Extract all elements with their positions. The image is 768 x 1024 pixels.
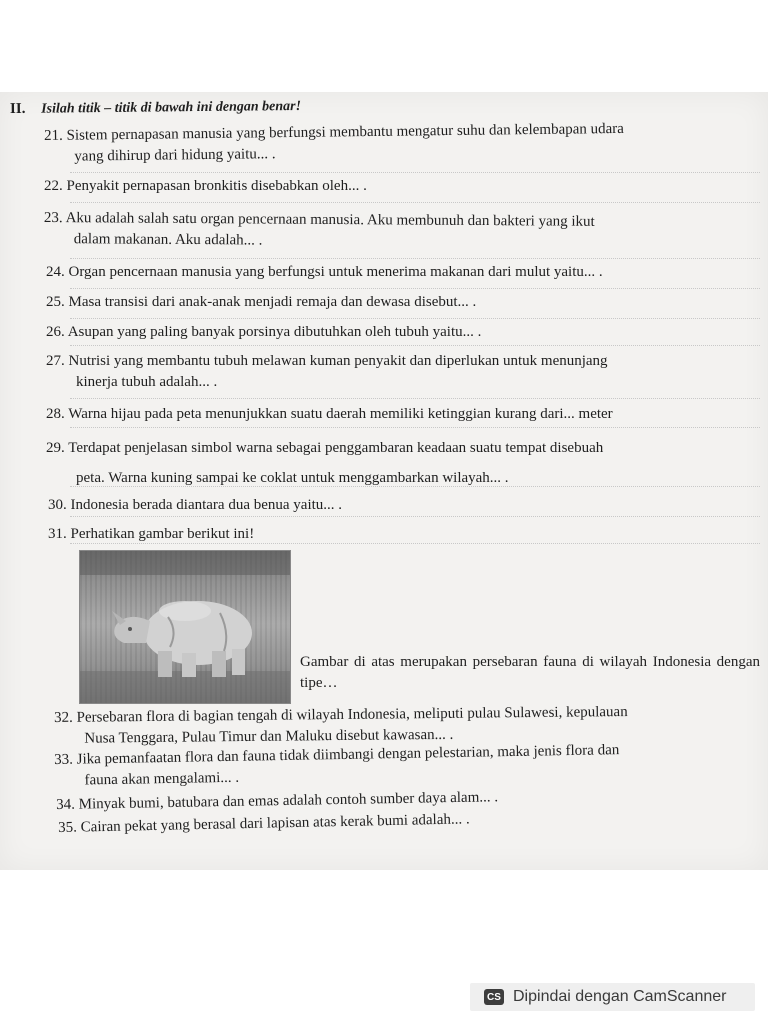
question-text: Persebaran flora di bagian tengah di wilayah Indonesia, meliputi pulau Sulawesi, kepulauan (76, 703, 628, 726)
question-number: 35. (58, 819, 78, 836)
question-number: 26. (46, 324, 65, 340)
divider (70, 258, 760, 259)
question-text-continued: Nusa Tenggara, Pulau Timur dan Maluku disebut kawasan... . (84, 726, 454, 747)
section-number: II. (9, 100, 26, 117)
question-text: Asupan yang paling banyak porsinya dibutuhkan oleh tubuh yaitu... . (67, 324, 482, 340)
question-number: 31. (48, 526, 67, 542)
question-text: Warna hijau pada peta menunjukkan suatu daerah memiliki ketinggian kurang dari... meter (68, 406, 613, 422)
question-text-continued: peta. Warna kuning sampai ke coklat untuk menggambarkan wilayah... . (76, 470, 509, 486)
question-item (44, 208, 595, 254)
question-text: Terdapat penjelasan simbol warna sebagai penggambaran keadaan suatu tempat disebuah (68, 440, 604, 456)
divider (70, 516, 760, 517)
question-text-continued: dalam makanan. Aku adalah... . (73, 231, 263, 249)
question-number: 23. (43, 209, 63, 227)
question-text: Organ pencernaan manusia yang berfungsi untuk menerima makanan dari mulut yaitu... . (68, 264, 603, 280)
question-text-continued: yang dihirup dari hidung yaitu... . (74, 146, 276, 165)
question-number: 25. (46, 294, 65, 310)
camscanner-watermark (470, 983, 755, 1011)
question-number: 30. (48, 497, 67, 513)
question-number: 34. (56, 796, 76, 813)
question-text: Indonesia berada diantara dua benua yaitu... . (70, 497, 343, 513)
question-item (48, 524, 254, 545)
divider (70, 398, 760, 399)
divider (70, 318, 760, 319)
rhinoceros-photo (79, 550, 291, 704)
question-number: 22. (44, 178, 63, 194)
divider (70, 288, 760, 289)
question-text: Perhatikan gambar berikut ini! (70, 526, 255, 542)
question-text: Jika pemanfaatan flora dan fauna tidak diimbangi dengan pelestarian, maka jenis flora dan (76, 742, 620, 768)
divider (70, 427, 760, 428)
question-item (46, 292, 476, 313)
question-number: 29. (46, 440, 65, 456)
question-text: Penyakit pernapasan bronkitis disebabkan oleh... . (66, 178, 367, 194)
question-text: Cairan pekat yang berasal dari lapisan atas kerak bumi adalah... . (80, 811, 470, 836)
question-number: 32. (54, 709, 73, 726)
question-item (46, 351, 608, 393)
question-item (46, 404, 613, 425)
question-text-continued: fauna akan mengalami... . (84, 769, 240, 789)
question-number: 21. (44, 127, 63, 144)
camscanner-logo-icon: CS (484, 989, 504, 1005)
question-item (46, 262, 603, 283)
question-number: 24. (46, 264, 65, 280)
question-item (46, 433, 603, 493)
rhinoceros-illustration (80, 551, 290, 703)
question-number: 28. (46, 406, 65, 422)
question-text: Sistem pernapasan manusia yang berfungsi membantu mengatur suhu dan kelembapan udara (66, 120, 625, 144)
divider (70, 345, 760, 346)
question-text: Nutrisi yang membantu tubuh melawan kuman penyakit dan diperlukan untuk menunjang (68, 353, 608, 369)
section-instruction: Isilah titik – titik di bawah ini dengan benar! (41, 98, 302, 117)
question-text: Minyak bumi, batubara dan emas adalah contoh sumber daya alam... . (78, 789, 499, 813)
question-text-continued: kinerja tubuh adalah... . (76, 374, 218, 390)
question-text: Masa transisi dari anak-anak menjadi remaja dan dewasa disebut... . (68, 294, 477, 310)
figure-caption: Gambar di atas merupakan persebaran fauna di wilayah Indonesia dengan tipe… (300, 654, 760, 691)
question-item (48, 495, 342, 516)
divider (70, 172, 760, 173)
watermark-text: Dipindai dengan CamScanner (513, 988, 727, 1005)
question-text: Aku adalah salah satu organ pencernaan manusia. Aku membunuh dan bakteri yang ikut (65, 210, 595, 230)
section-heading (10, 98, 301, 118)
divider (70, 202, 760, 203)
question-item (46, 322, 481, 343)
question-number: 33. (54, 751, 74, 768)
question-item (44, 176, 367, 197)
question-item (44, 119, 624, 168)
question-number: 27. (46, 353, 65, 369)
